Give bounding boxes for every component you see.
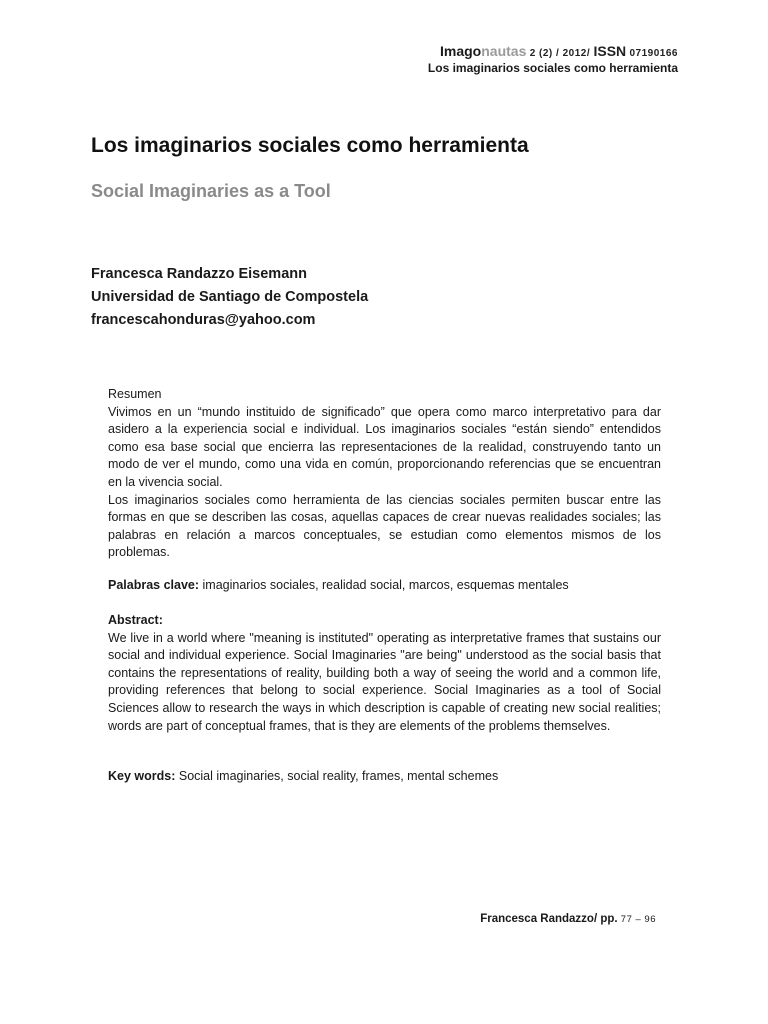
palabras-clave	[108, 577, 661, 595]
resumen-section	[108, 386, 661, 562]
key-words-label: Key words:	[108, 769, 176, 783]
journal-citation	[428, 44, 678, 59]
page-footer	[480, 913, 656, 925]
footer-pages: 77 – 96	[620, 914, 656, 925]
key-words	[108, 768, 661, 786]
palabras-clave-text: imaginarios sociales, realidad social, marcos, esquemas mentales	[199, 578, 569, 592]
author-email[interactable]: francescahonduras@yahoo.com	[91, 312, 316, 328]
author-affiliation: Universidad de Santiago de Compostela	[91, 289, 369, 305]
article-title: Los imaginarios sociales como herramienta	[91, 134, 529, 157]
article-subtitle: Social Imaginaries as a Tool	[91, 181, 331, 201]
author-block	[91, 263, 368, 332]
abstract-heading: Abstract:	[108, 613, 163, 627]
journal-issue: 2 (2) / 2012/	[529, 48, 591, 59]
running-title: Los imaginarios sociales como herramienta	[427, 61, 678, 75]
resumen-paragraph-2: Los imaginarios sociales como herramienta de las ciencias sociales permiten buscar entre las formas en que se describen las cosas, aquellas capaces de crear nuevas realidades sociales; las palabras en relación a marcos conceptuales, se estudian como elementos mismos de los problemas.	[108, 492, 661, 560]
journal-header	[428, 44, 678, 74]
footer-author: Francesca Randazzo	[480, 913, 594, 925]
abstract-section	[108, 612, 661, 735]
abstract-paragraph: We live in a world where "meaning is instituted" operating as interpretative frames that sustains our social and individual experience. Social Imaginaries "are being" understood as the social basis that contains the representations of reality, building both a way of seeing the world and a common life, providing references that belong to social experience. Social Imaginaries as a tool of Social Sciences allow to research the ways in which description is capable of creating new social realities; words are part of conceptual frames, that is they are elements of the problems themselves.	[108, 630, 661, 733]
resumen-paragraph-1: Vivimos en un “mundo instituido de significado” que opera como marco interpretativo para dar asidero a la experiencia social e individual. Los imaginarios sociales “están siendo” entendidos como esa base social que encierra las representaciones de la realidad, construyendo tanto un modo de ver el mundo, como una vida en común, proporcionando referencias que se encuentran en la vivencia social.	[108, 404, 661, 489]
issn-number: 07190166	[629, 48, 678, 59]
palabras-clave-label: Palabras clave:	[108, 578, 200, 592]
author-name: Francesca Randazzo Eisemann	[91, 266, 307, 282]
journal-brand-imago: Imago	[440, 43, 482, 59]
journal-brand-nautas: nautas	[481, 43, 527, 59]
issn-label: ISSN	[593, 43, 627, 59]
key-words-text: Social imaginaries, social reality, frames, mental schemes	[175, 769, 499, 783]
footer-pp-label: / pp.	[593, 913, 618, 925]
resumen-heading: Resumen	[108, 387, 162, 401]
